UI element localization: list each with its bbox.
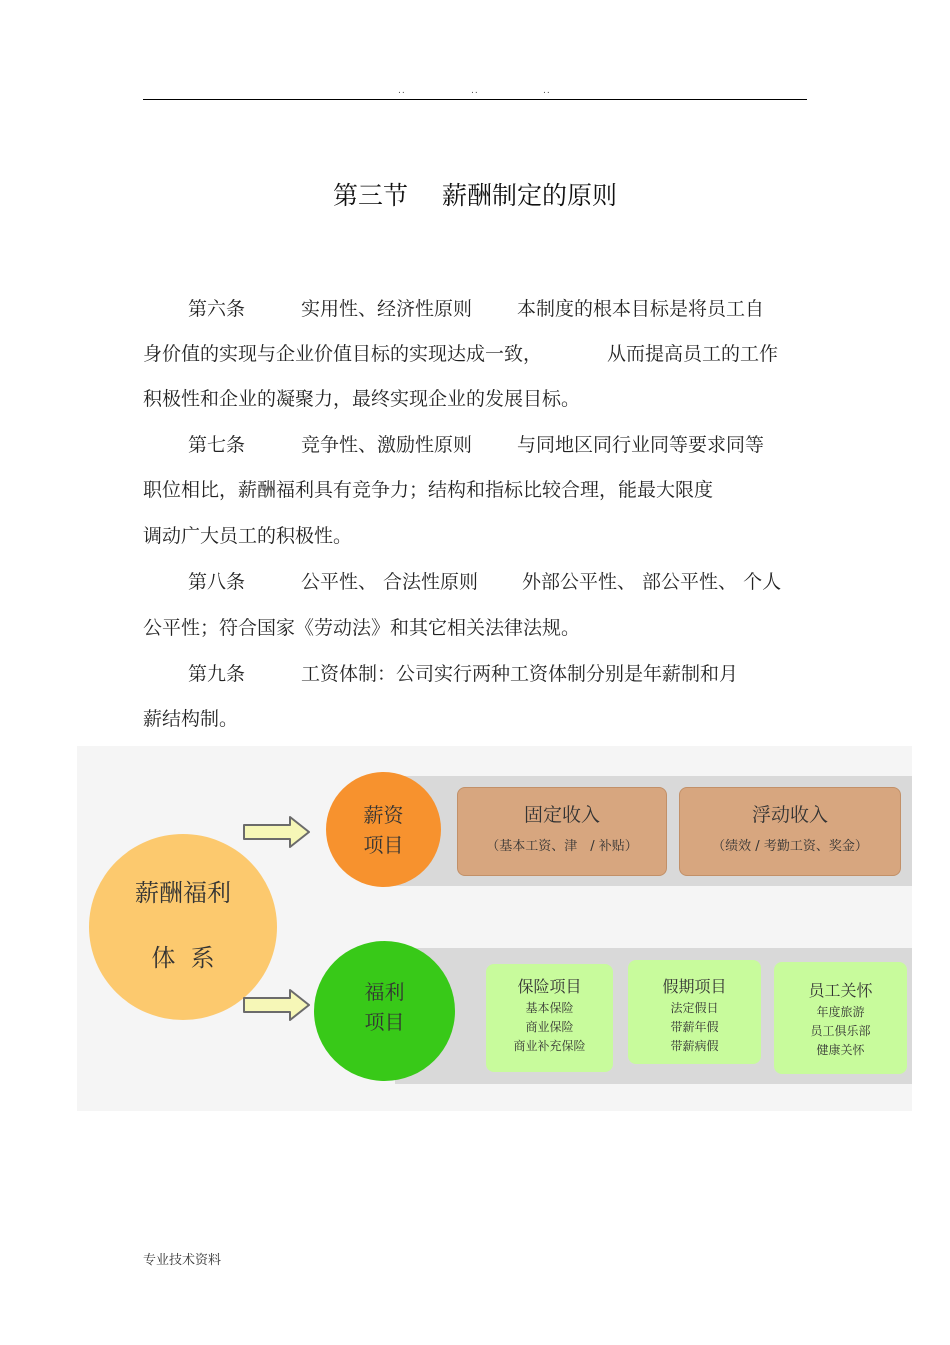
section-number: 第三节 xyxy=(332,181,408,210)
article-name: 竞争性、激励性原则 xyxy=(301,434,473,456)
header-dot: .. xyxy=(398,86,406,96)
salary-items-circle xyxy=(326,772,441,887)
header-dot: .. xyxy=(471,86,479,96)
insurance-item: 商业补充保险 xyxy=(513,1039,586,1053)
article-number: 第八条 xyxy=(188,571,246,593)
employee-care-item: 健康关怀 xyxy=(816,1043,865,1057)
article-text: 职位相比，薪酬福利具有竞争力；结构和指标比较合理，能最大限度 xyxy=(143,479,714,501)
welfare-items-label: 福利 xyxy=(364,980,405,1004)
fixed-income-box xyxy=(457,787,667,876)
fixed-income-detail: （基本工资、津 / 补贴） xyxy=(486,839,638,854)
article-number: 第六条 xyxy=(188,298,246,320)
header-dots xyxy=(0,86,950,98)
article-text: 本制度的根本目标是将员工自 xyxy=(517,298,765,320)
fixed-income-title: 固定收入 xyxy=(523,804,600,826)
arrow-right-icon xyxy=(242,988,312,1022)
welfare-items-circle xyxy=(314,941,455,1081)
section-heading: 薪酬制定的原则 xyxy=(442,181,618,210)
header-rule xyxy=(143,99,807,100)
salary-items-label: 项目 xyxy=(363,832,404,857)
insurance-item: 商业保险 xyxy=(525,1020,574,1034)
employee-care-title: 员工关怀 xyxy=(808,981,873,1000)
article-name: 工资体制：公司实行两种工资体制分别是年薪制和月 xyxy=(301,663,739,685)
employee-care-item: 员工俱乐部 xyxy=(810,1024,871,1038)
holiday-item: 带薪病假 xyxy=(670,1039,719,1053)
holiday-box xyxy=(628,960,761,1064)
compensation-system-label: 薪酬福利 xyxy=(135,879,231,907)
compensation-system-label: 体 系 xyxy=(151,944,215,972)
salary-items-label: 薪资 xyxy=(363,802,404,827)
article-text: 从而提高员工的工作 xyxy=(607,343,779,365)
article-text: 外部公平性、 部公平性、 个人 xyxy=(522,571,782,593)
arrow-right-icon xyxy=(242,815,312,849)
article-text: 与同地区同行业同等要求同等 xyxy=(517,434,765,456)
article-text: 调动广大员工的积极性。 xyxy=(143,525,353,547)
header-dot: .. xyxy=(543,86,551,96)
compensation-diagram xyxy=(77,746,912,1111)
article-number: 第九条 xyxy=(188,663,246,685)
insurance-title: 保险项目 xyxy=(517,977,582,996)
article-number: 第七条 xyxy=(188,434,246,456)
holiday-item: 法定假日 xyxy=(670,1001,719,1015)
holiday-title: 假期项目 xyxy=(662,977,727,996)
employee-care-box xyxy=(774,962,907,1074)
holiday-item: 带薪年假 xyxy=(670,1020,719,1034)
article-name: 实用性、经济性原则 xyxy=(301,298,473,320)
article-text: 公平性；符合国家《劳动法》和其它相关法律法规。 xyxy=(143,617,581,639)
variable-income-detail: （绩效 / 考勤工资、奖金） xyxy=(712,839,868,854)
article-text: 身价值的实现与企业价值目标的实现达成一致， xyxy=(143,343,543,365)
article-text: 薪结构制。 xyxy=(143,708,239,730)
variable-income-title: 浮动收入 xyxy=(751,804,828,826)
article-name: 公平性、 合法性原则 xyxy=(301,571,479,593)
footer-text: 专业技术资料 xyxy=(143,1253,222,1268)
insurance-item: 基本保险 xyxy=(525,1001,574,1015)
variable-income-box xyxy=(679,787,901,876)
welfare-items-label: 项目 xyxy=(364,1010,405,1034)
section-title xyxy=(0,176,950,212)
insurance-box xyxy=(486,964,613,1072)
employee-care-item: 年度旅游 xyxy=(816,1005,865,1019)
article-text: 积极性和企业的凝聚力，最终实现企业的发展目标。 xyxy=(143,388,581,410)
